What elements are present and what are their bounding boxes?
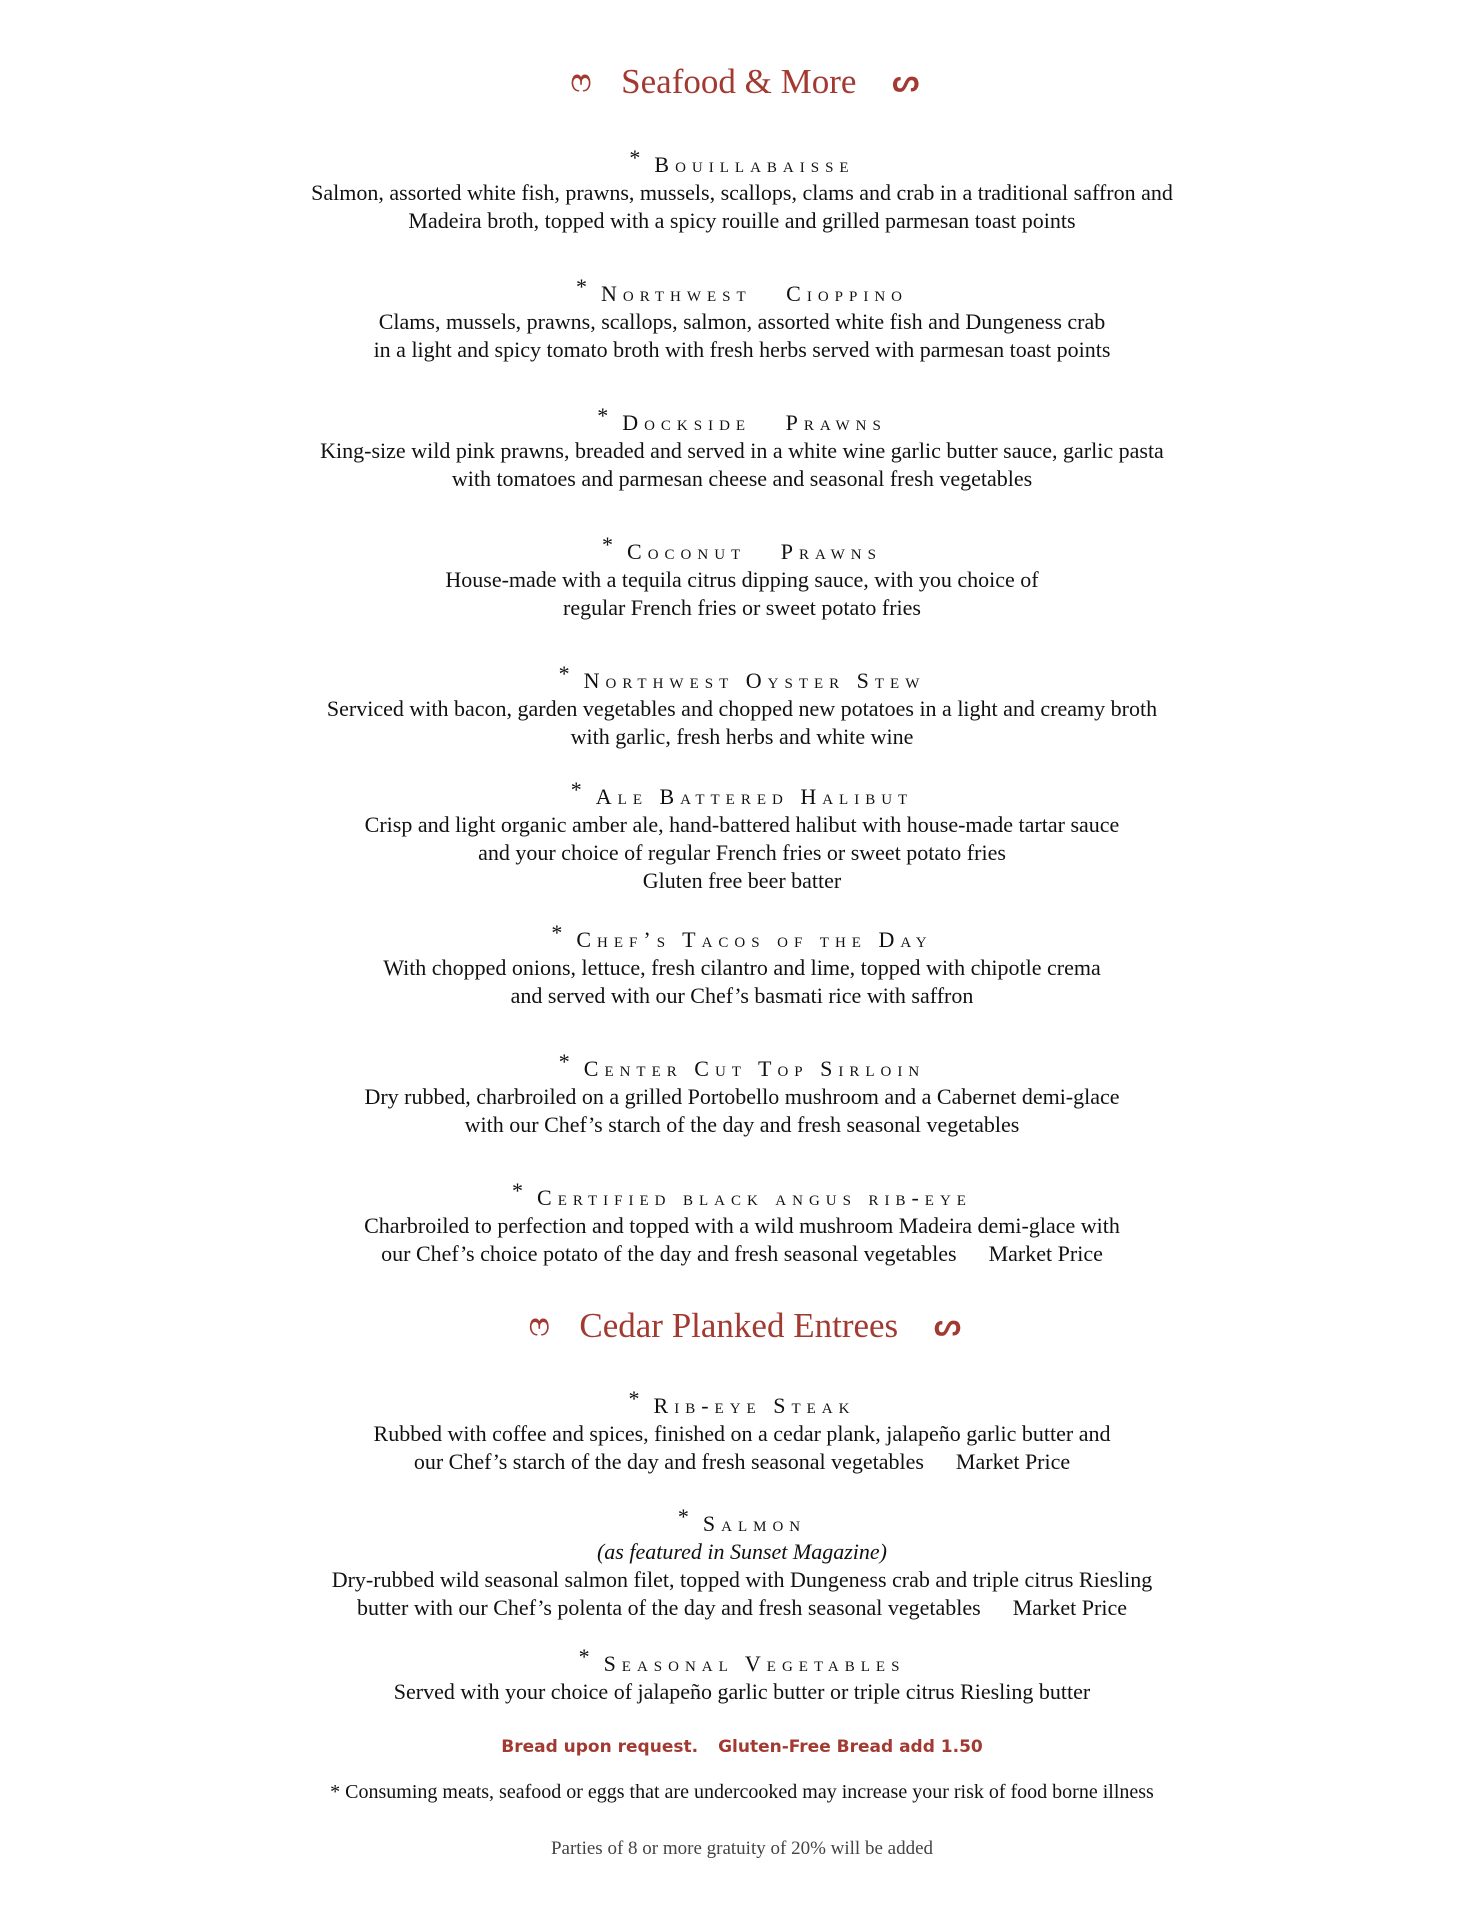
section-title: Cedar Planked Entrees	[579, 1306, 899, 1345]
item-price: Market Price	[988, 1241, 1103, 1266]
right-ornament-icon: ᔕ	[934, 1309, 955, 1342]
bread-notice	[0, 1737, 1484, 1757]
left-ornament-icon: ෆ	[570, 65, 586, 98]
item-description-line: in a light and spicy tomato broth with fresh herbs served with parmesan toast points	[373, 337, 1111, 362]
item-description-line: Clams, mussels, prawns, scallops, salmon, assorted white fish and Dungeness crab	[378, 309, 1106, 334]
section-heading-cedar-planked	[0, 1306, 1484, 1346]
item-description-text: butter with our Chef’s polenta of the day and fresh seasonal vegetables	[357, 1595, 981, 1620]
item-title	[0, 1385, 1484, 1420]
item-description-line: Dry rubbed, charbroiled on a grilled Portobello mushroom and a Cabernet demi-glace	[364, 1084, 1120, 1109]
menu-item	[0, 402, 1484, 493]
item-price: Market Price	[1012, 1595, 1127, 1620]
item-note: (as featured in Sunset Magazine)	[596, 1539, 888, 1564]
item-description-line: and your choice of regular French fries or sweet potato fries	[478, 840, 1006, 865]
star-marker: *	[628, 1386, 640, 1411]
menu-item	[0, 660, 1484, 751]
star-marker: *	[512, 1178, 524, 1203]
gratuity-notice: Parties of 8 or more gratuity of 20% will be added	[550, 1838, 933, 1859]
item-description-line	[0, 1240, 1484, 1268]
item-description-line	[0, 1594, 1484, 1622]
right-ornament-icon: ᔕ	[892, 65, 914, 98]
item-name: Chef’s Tacos of the Day	[576, 927, 933, 952]
menu-item	[0, 1643, 1484, 1706]
item-title	[0, 1048, 1484, 1083]
star-marker: *	[629, 145, 641, 170]
item-description-line: Rubbed with coffee and spices, finished on a cedar plank, jalapeño garlic butter and	[373, 1421, 1111, 1446]
item-description-line: and served with our Chef’s basmati rice with saffron	[510, 983, 974, 1008]
item-name: Dockside Prawns	[622, 410, 887, 435]
star-marker: *	[570, 777, 582, 802]
item-description-line: with tomatoes and parmesan cheese and seasonal fresh vegetables	[451, 466, 1033, 491]
item-title	[0, 402, 1484, 437]
item-name: Coconut Prawns	[627, 539, 882, 564]
item-title	[0, 1177, 1484, 1212]
item-title	[0, 1643, 1484, 1678]
star-marker: *	[578, 1644, 590, 1669]
star-marker: *	[558, 1049, 570, 1074]
item-title	[0, 660, 1484, 695]
item-description-line: Charbroiled to perfection and topped with a wild mushroom Madeira demi-glace with	[364, 1213, 1120, 1238]
menu-item	[0, 1503, 1484, 1622]
item-name: Bouillabaisse	[654, 152, 855, 177]
item-description-line: Madeira broth, topped with a spicy rouille and grilled parmesan toast points	[408, 208, 1076, 233]
menu-item	[0, 144, 1484, 235]
item-description-line: With chopped onions, lettuce, fresh cilantro and lime, topped with chipotle crema	[383, 955, 1101, 980]
item-description-line: with garlic, fresh herbs and white wine	[570, 724, 914, 749]
item-description-text: our Chef’s choice potato of the day and fresh seasonal vegetables	[381, 1241, 957, 1266]
item-description-line: Served with your choice of jalapeño garlic butter or triple citrus Riesling butter	[393, 1679, 1091, 1704]
left-ornament-icon: ෆ	[529, 1309, 544, 1342]
item-title	[0, 919, 1484, 954]
star-marker: *	[558, 661, 570, 686]
item-description-line: with our Chef’s starch of the day and fresh seasonal vegetables	[464, 1112, 1020, 1137]
item-name: Certified black angus rib-eye	[537, 1185, 972, 1210]
menu-item	[0, 531, 1484, 622]
item-description-line: Serviced with bacon, garden vegetables and chopped new potatoes in a light and creamy broth	[326, 696, 1158, 721]
item-description-line: Dry-rubbed wild seasonal salmon filet, topped with Dungeness crab and triple citrus Riesling	[331, 1567, 1153, 1592]
item-description-line: King-size wild pink prawns, breaded and served in a white wine garlic butter sauce, garlic pasta	[320, 438, 1164, 463]
section-heading-seafood	[0, 62, 1484, 102]
item-title	[0, 144, 1484, 179]
menu-item	[0, 1048, 1484, 1139]
item-title	[0, 776, 1484, 811]
item-name: Ale Battered Halibut	[595, 784, 914, 809]
item-name: Rib-eye Steak	[653, 1393, 856, 1418]
item-name: Seasonal Vegetables	[603, 1651, 906, 1676]
star-marker: *	[677, 1504, 689, 1529]
item-description-line	[0, 1448, 1484, 1476]
item-name: Northwest Cioppino	[601, 281, 908, 306]
item-description-line: Gluten free beer batter	[642, 868, 842, 893]
item-title	[0, 1503, 1484, 1538]
item-description-line: regular French fries or sweet potato fries	[563, 595, 921, 620]
menu-item	[0, 273, 1484, 364]
menu-item	[0, 1385, 1484, 1476]
item-name: Northwest Oyster Stew	[583, 668, 926, 693]
menu-item	[0, 1177, 1484, 1268]
gluten-free-bread-text: Gluten-Free Bread add 1.50	[718, 1737, 983, 1757]
item-name: Salmon	[702, 1511, 807, 1536]
star-marker: *	[551, 920, 563, 945]
item-description-text: our Chef’s starch of the day and fresh seasonal vegetables	[413, 1449, 924, 1474]
star-marker: *	[576, 274, 587, 299]
item-title	[0, 273, 1484, 308]
star-marker: *	[602, 532, 614, 557]
food-safety-warning: * Consuming meats, seafood or eggs that are undercooked may increase your risk of food borne illness	[330, 1781, 1154, 1803]
menu-item	[0, 919, 1484, 1010]
item-price: Market Price	[955, 1449, 1071, 1474]
menu-item	[0, 776, 1484, 895]
item-description-line: House-made with a tequila citrus dipping sauce, with you choice of	[445, 567, 1039, 592]
item-title	[0, 531, 1484, 566]
item-description-line: Salmon, assorted white fish, prawns, mussels, scallops, clams and crab in a traditional saffron and	[311, 180, 1173, 205]
bread-request-text: Bread upon request.	[501, 1737, 699, 1757]
section-title: Seafood & More	[621, 62, 857, 101]
item-description-line: Crisp and light organic amber ale, hand-battered halibut with house-made tartar sauce	[364, 812, 1120, 837]
star-marker: *	[597, 403, 609, 428]
item-name: Center Cut Top Sirloin	[583, 1056, 926, 1081]
